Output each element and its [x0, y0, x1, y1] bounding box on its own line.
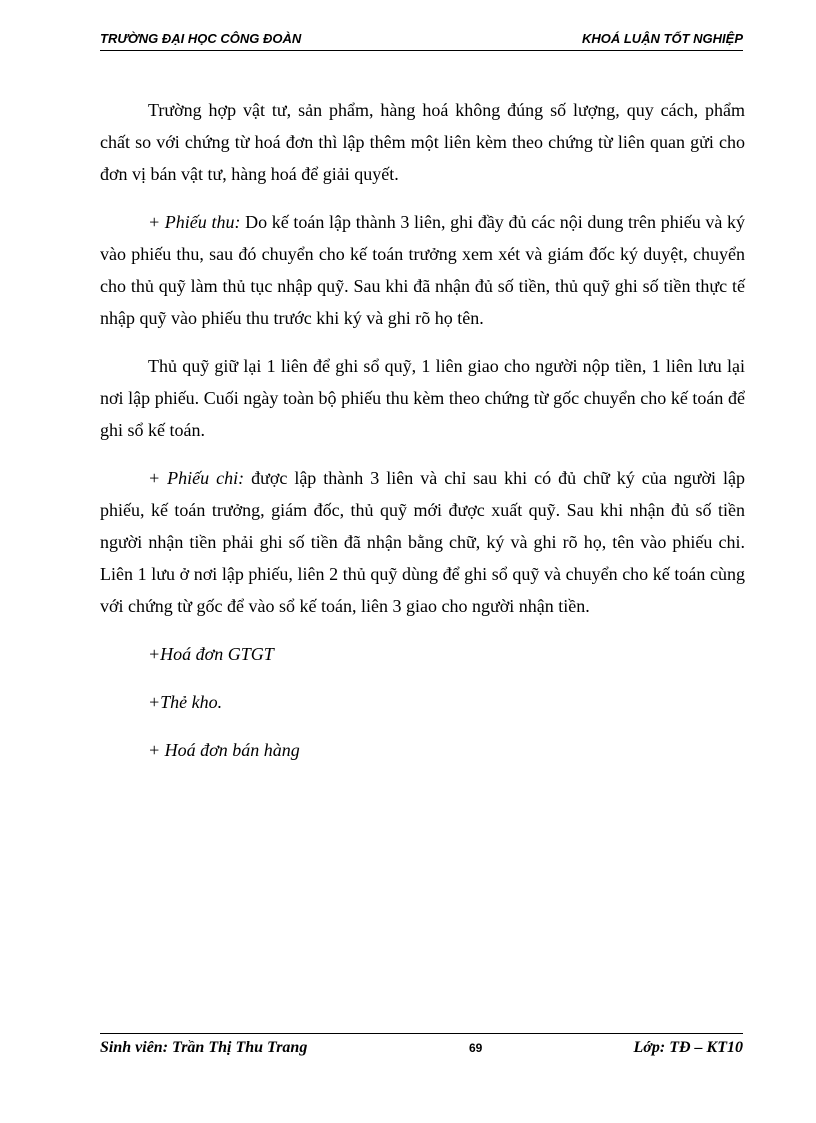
page-header	[100, 28, 743, 51]
list-item-hoa-don-gtgt: +Hoá đơn GTGT	[148, 644, 274, 664]
header-university: TRƯỜNG ĐẠI HỌC CÔNG ĐOÀN	[100, 31, 302, 46]
page-number: 69	[469, 1041, 483, 1055]
footer-student-name: Sinh viên: Trần Thị Thu Trang	[100, 1039, 308, 1056]
paragraph-phieu-thu	[100, 206, 745, 334]
document-body	[100, 94, 745, 782]
paragraph-1: Trường hợp vật tư, sản phẩm, hàng hoá không đúng số lượng, quy cách, phẩm chất so với chứng từ hoá đơn thì lập thêm một liên kèm theo chứng từ liên quan gửi cho đơn vị bán vật tư, hàng hoá để giải quyết.	[100, 100, 745, 184]
phieu-chi-text: được lập thành 3 liên và chỉ sau khi có đủ chữ ký của người lập phiếu, kế toán trưởng, giám đốc, thủ quỹ mới được xuất quỹ. Sau khi nhận đủ số tiền người nhận tiền phải ghi số tiền đã nhận bằng chữ, ký và ghi rõ họ, tên vào phiếu chi. Liên 1 lưu ở nơi lập phiếu, liên 2 thủ quỹ dùng để ghi sổ quỹ và chuyển cho kế toán cùng với chứng từ gốc để vào sổ kế toán, liên 3 giao cho người nhận tiền.	[100, 468, 745, 616]
phieu-thu-text: Do kế toán lập thành 3 liên, ghi đầy đủ các nội dung trên phiếu và ký vào phiếu thu, sau đó chuyển cho kế toán trưởng xem xét và giám đốc ký duyệt, chuyển cho thủ quỹ làm thủ tục nhập quỹ. Sau khi đã nhận đủ số tiền, thủ quỹ ghi số tiền thực tế nhập quỹ vào phiếu thu trước khi ký và ghi rõ họ tên.	[100, 212, 745, 328]
paragraph-phieu-chi	[100, 462, 745, 622]
list-item-hoa-don-ban-hang: + Hoá đơn bán hàng	[148, 740, 300, 760]
footer-class-code: Lớp: TĐ – KT10	[633, 1039, 743, 1056]
phieu-thu-heading: + Phiếu thu:	[148, 212, 241, 232]
list-item-the-kho: +Thẻ kho.	[148, 692, 223, 712]
phieu-chi-heading: + Phiếu chi:	[148, 468, 245, 488]
paragraph-3: Thủ quỹ giữ lại 1 liên để ghi sổ quỹ, 1 liên giao cho người nộp tiền, 1 liên lưu lại nơi lập phiếu. Cuối ngày toàn bộ phiếu thu kèm theo chứng từ gốc chuyển cho kế toán để ghi sổ kế toán.	[100, 356, 745, 440]
header-thesis-title: KHOÁ LUẬN TỐT NGHIỆP	[581, 31, 743, 46]
page-footer	[100, 1033, 743, 1064]
